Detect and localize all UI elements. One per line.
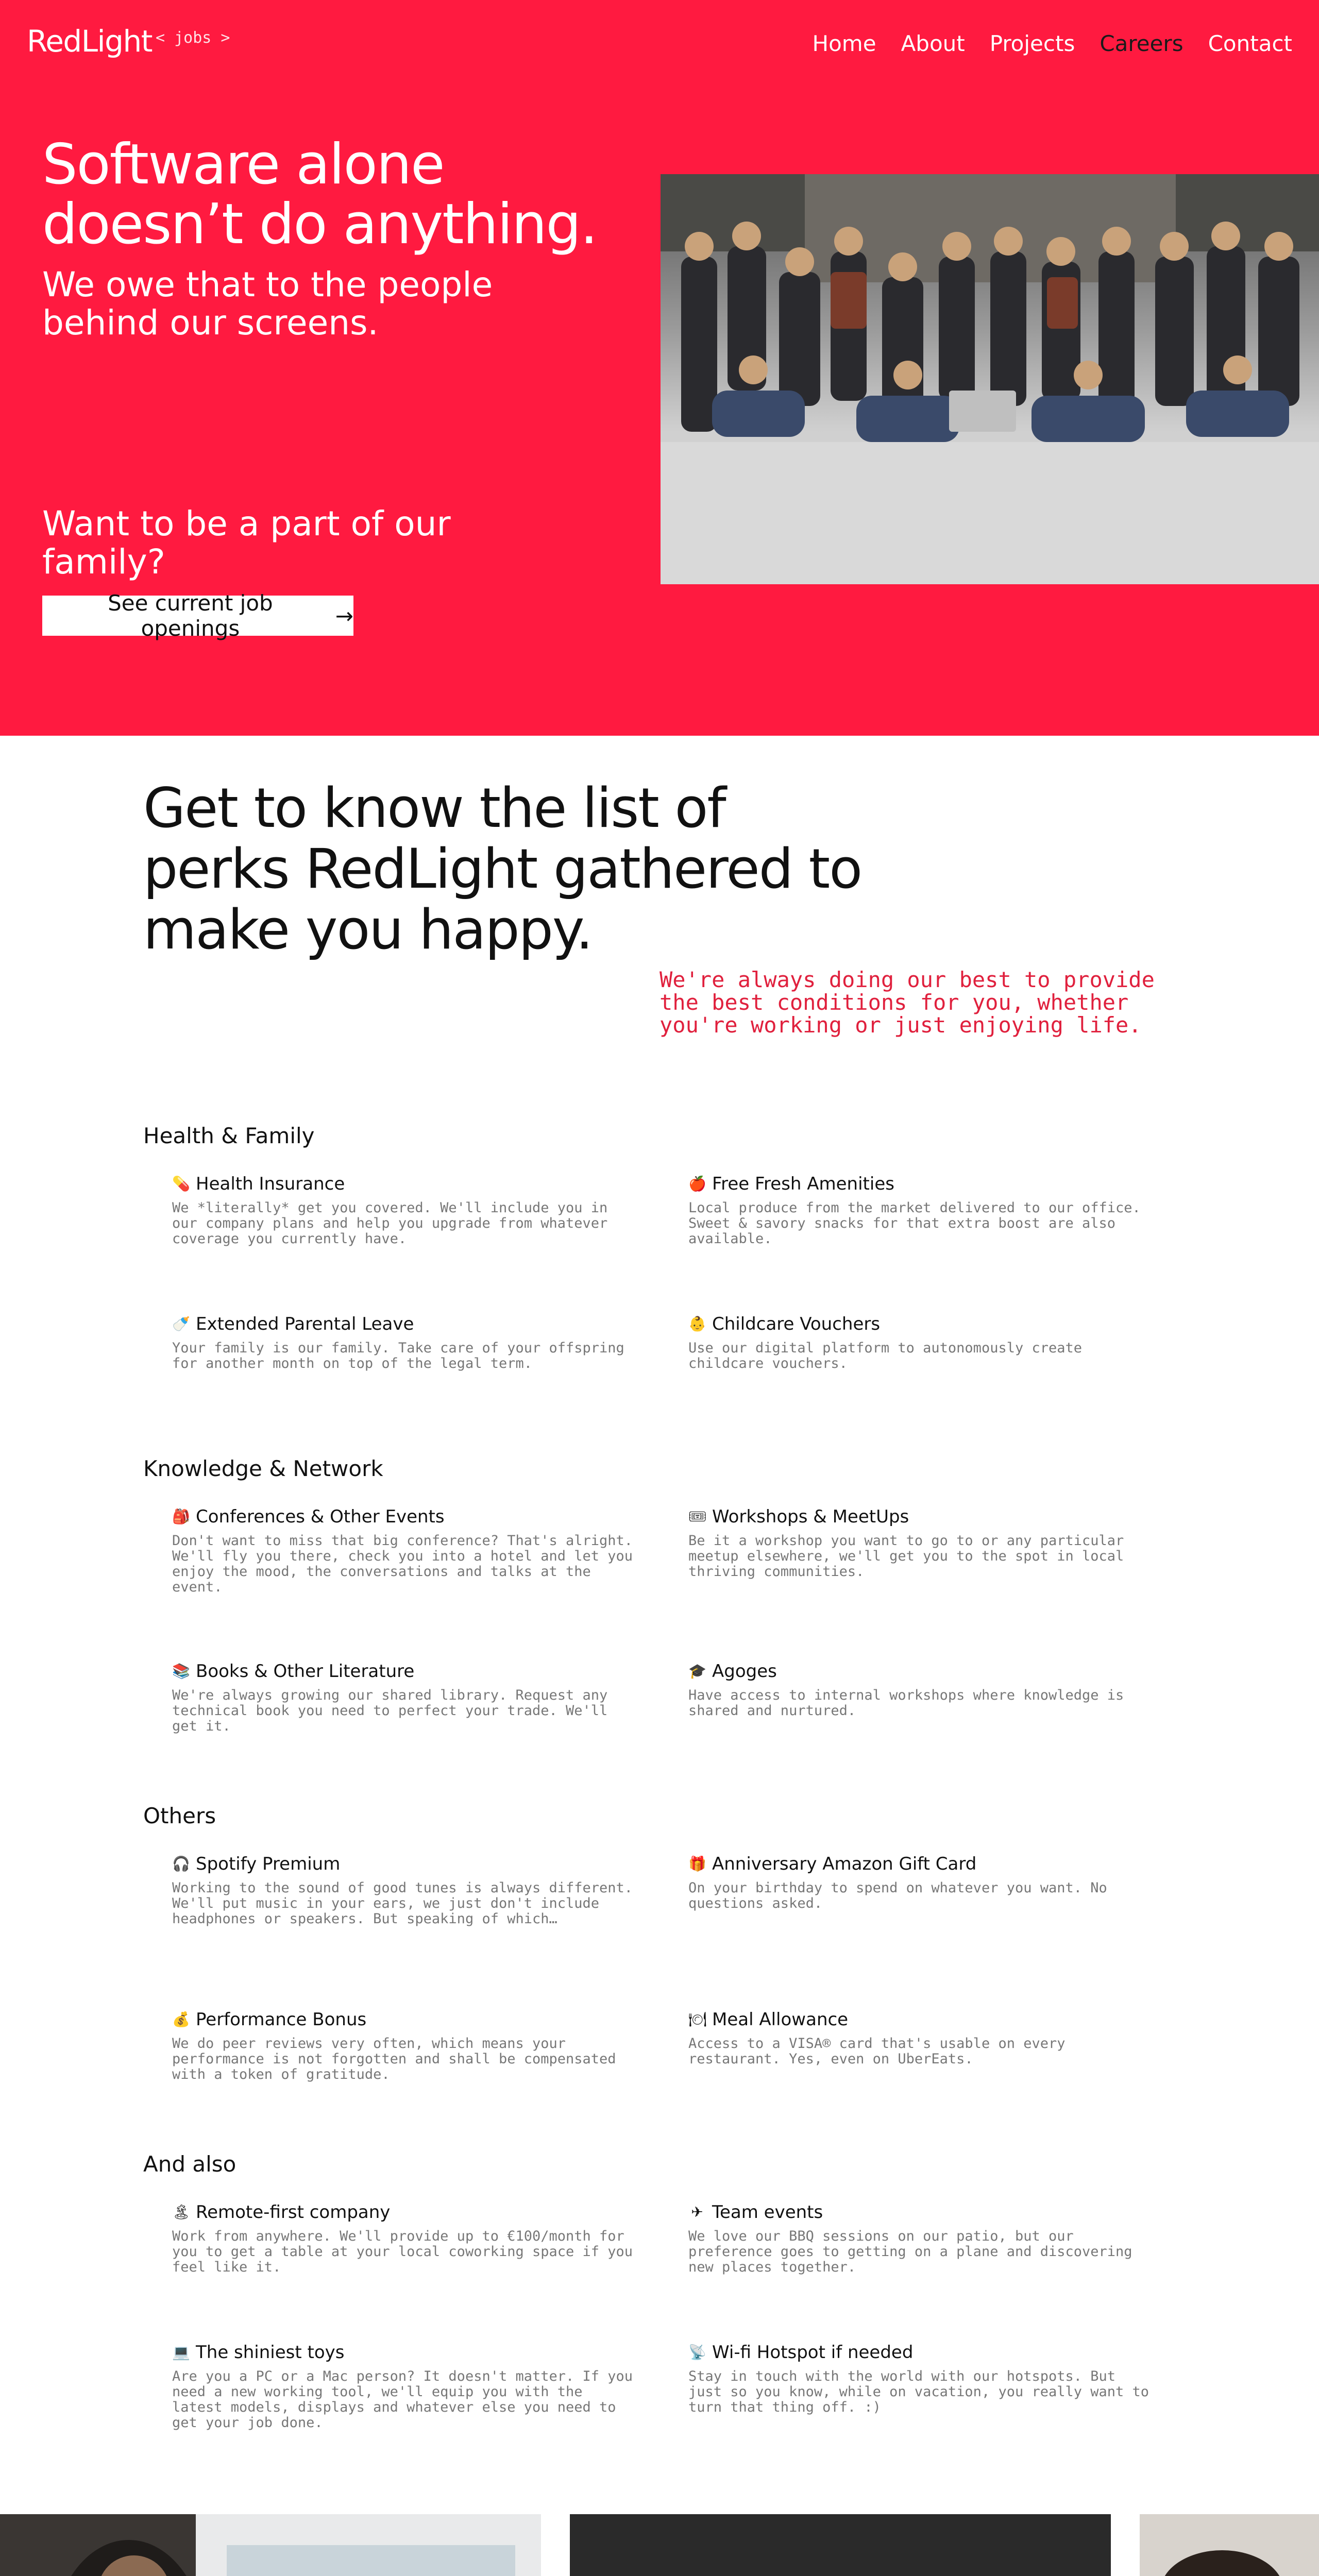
island-icon: 🏝 <box>172 2204 191 2221</box>
books-icon: 📚 <box>172 1663 190 1680</box>
perk-title: Childcare Vouchers <box>712 1314 881 1334</box>
perk-description: Work from anywhere. We'll provide up to €100/month for you to get a table at your local coworking space if you feel like it. <box>172 2228 633 2275</box>
main-nav <box>813 31 1292 56</box>
airplane-icon: ✈ <box>691 2204 703 2221</box>
hero-section <box>0 0 1319 736</box>
perk-conferences <box>172 1506 636 1595</box>
perk-performance-bonus <box>172 2009 636 2082</box>
perk-description: Don't want to miss that big conference? That's alright. We'll fly you there, check you into a hotel and let you enjoy the mood, the conversations and talks at the event. <box>172 1533 633 1595</box>
perk-health-insurance <box>172 1174 636 1247</box>
perk-childcare-vouchers <box>688 1314 1152 1371</box>
perk-description: We're always growing our shared library. Request any technical book you need to perfect your trade. We'll get it. <box>172 1687 608 1734</box>
perk-agoges <box>688 1661 1152 1719</box>
laptop-icon: 💻 <box>172 2344 190 2361</box>
hero-title: Software alone doesn’t do anything. <box>42 132 597 257</box>
perk-title: Anniversary Amazon Gift Card <box>712 1854 977 1874</box>
perk-description: Working to the sound of good tunes is always different. We'll put music in your ears, we just don't include headphones or speakers. But speaking of which… <box>172 1880 633 1927</box>
nav-projects[interactable]: Projects <box>989 31 1075 56</box>
perk-team-events <box>688 2202 1152 2275</box>
logo-subtitle: < jobs > <box>156 29 230 47</box>
category-title: Knowledge & Network <box>143 1456 383 1481</box>
backpack-icon: 🎒 <box>172 1508 190 1525</box>
headphones-icon: 🎧 <box>172 1855 190 1872</box>
perk-meal-allowance <box>688 2009 1152 2067</box>
category-title: Health & Family <box>143 1123 315 1148</box>
nav-about[interactable]: About <box>901 31 965 56</box>
job-openings-label: See current job openings <box>108 590 273 641</box>
ticket-icon: 🎟 <box>688 1508 707 1525</box>
perk-title: Performance Bonus <box>196 2009 367 2030</box>
perk-title: Health Insurance <box>196 1174 345 1194</box>
perk-title: Conferences & Other Events <box>196 1506 445 1527</box>
logo[interactable]: RedLight <box>27 24 152 59</box>
baby-bottle-icon: 🍼 <box>172 1315 190 1332</box>
gallery-photo-portrait <box>1140 2514 1319 2576</box>
perk-description: We *literally* get you covered. We'll include you in our company plans and help you upgrade from whatever coverage you currently have. <box>172 1200 608 1247</box>
perk-description: Be it a workshop you want to go to or any particular meetup elsewhere, we'll get you to the spot in local thriving communities. <box>688 1533 1124 1580</box>
perk-wifi-hotspot <box>688 2342 1152 2415</box>
graduation-cap-icon: 🎓 <box>688 1663 706 1680</box>
perk-description: On your birthday to spend on whatever you want. No questions asked. <box>688 1880 1107 1911</box>
gift-icon: 🎁 <box>688 1855 706 1872</box>
category-title: And also <box>143 2151 236 2177</box>
perk-description: Have access to internal workshops where knowledge is shared and nurtured. <box>688 1687 1124 1719</box>
perk-title: The shiniest toys <box>196 2342 345 2363</box>
perk-parental-leave <box>172 1314 636 1371</box>
gallery-photo-hands <box>570 2514 1111 2576</box>
baby-icon: 👶 <box>688 1315 706 1332</box>
pill-icon: 💊 <box>172 1175 190 1192</box>
nav-home[interactable]: Home <box>812 31 876 56</box>
perk-title: Meal Allowance <box>712 2009 849 2030</box>
gallery-photo-window <box>0 2514 541 2576</box>
perks-quote: We're always doing our best to provide the best conditions for you, whether you're working or just enjoying life. <box>660 967 1155 1038</box>
perk-title: Books & Other Literature <box>196 1661 415 1682</box>
team-photo <box>661 174 1319 584</box>
perks-title: Get to know the list of perks RedLight gathered to make you happy. <box>143 776 862 961</box>
perk-workshops <box>688 1506 1152 1580</box>
perk-description: We do peer reviews very often, which means your performance is not forgotten and shall be compensated with a token of gratitude. <box>172 2036 616 2082</box>
perk-description: We love our BBQ sessions on our patio, but our preference goes to getting on a plane and discovering new places together. <box>688 2228 1132 2275</box>
apple-icon: 🍎 <box>688 1175 706 1192</box>
perk-description: Are you a PC or a Mac person? It doesn't matter. If you need a new working tool, we'll equip you with the latest models, displays and whatever else you need to get your job done. <box>172 2368 633 2431</box>
perk-books <box>172 1661 636 1734</box>
hero-subtitle: We owe that to the people behind our screens. <box>42 265 493 343</box>
perk-title: Wi-fi Hotspot if needed <box>712 2342 914 2363</box>
perk-description: Local produce from the market delivered to our office. Sweet & savory snacks for that extra boost are also available. <box>688 1200 1141 1247</box>
hero-question: Want to be a part of our family? <box>42 504 451 582</box>
perk-fresh-amenities <box>688 1174 1152 1247</box>
perk-title: Extended Parental Leave <box>196 1314 414 1334</box>
perk-gift-card <box>688 1854 1152 1911</box>
perk-description: Your family is our family. Take care of your offspring for another month on top of the legal term. <box>172 1340 624 1371</box>
perk-title: Remote-first company <box>196 2202 391 2223</box>
perk-title: Team events <box>712 2202 823 2223</box>
perk-spotify <box>172 1854 636 1927</box>
nav-careers[interactable]: Careers <box>1100 31 1183 56</box>
perk-shiniest-toys <box>172 2342 636 2431</box>
perk-title: Workshops & MeetUps <box>712 1506 909 1527</box>
category-title: Others <box>143 1803 216 1828</box>
plate-icon: 🍽 <box>688 2011 707 2028</box>
perk-description: Use our digital platform to autonomously create childcare vouchers. <box>688 1340 1083 1371</box>
perk-title: Spotify Premium <box>196 1854 341 1874</box>
perk-description: Access to a VISA® card that's usable on every restaurant. Yes, even on UberEats. <box>688 2036 1066 2067</box>
perk-title: Free Fresh Amenities <box>712 1174 894 1194</box>
perk-description: Stay in touch with the world with our hotspots. But just so you know, while on vacation, you really want to turn that thing off. :) <box>688 2368 1149 2415</box>
arrow-right-icon: → <box>335 603 353 629</box>
satellite-icon: 📡 <box>688 2344 706 2361</box>
perk-remote-first <box>172 2202 636 2275</box>
job-openings-button[interactable] <box>42 590 353 641</box>
perk-title: Agoges <box>712 1661 777 1682</box>
nav-contact[interactable]: Contact <box>1208 31 1292 56</box>
money-bag-icon: 💰 <box>172 2011 190 2028</box>
